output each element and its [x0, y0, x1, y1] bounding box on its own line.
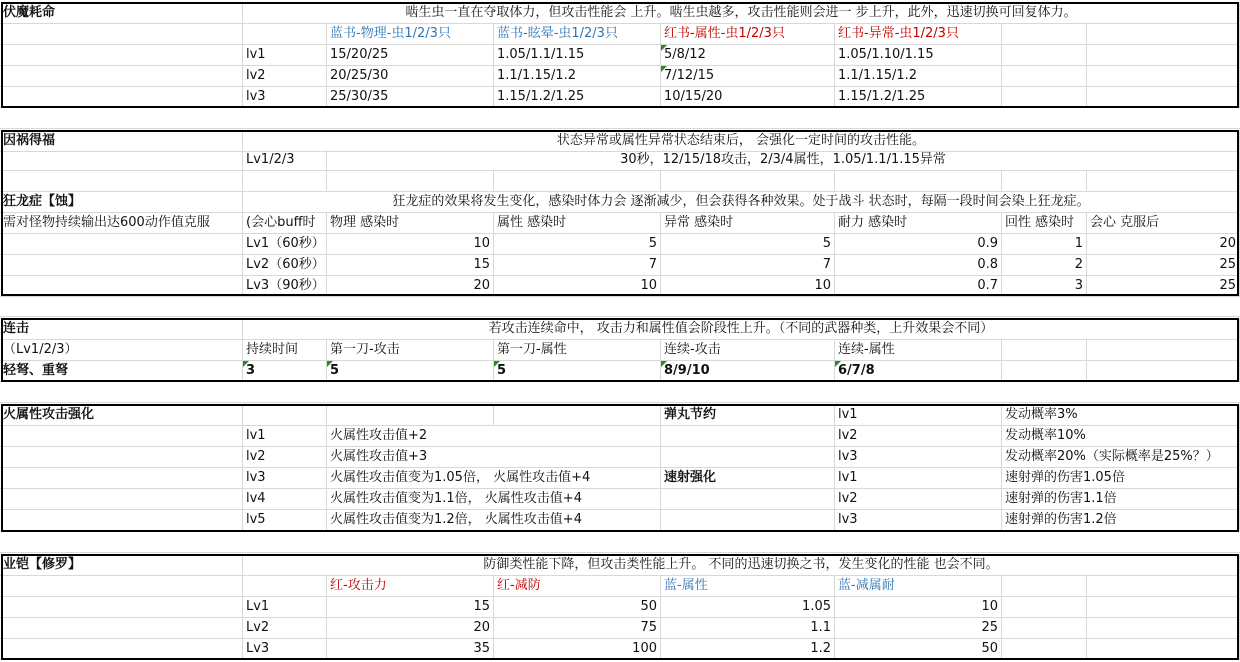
huoshuxing-level[interactable]: lv3 [243, 468, 327, 489]
section-desc-lianji[interactable]: 若攻击连续命中， 攻击力和属性值会阶段性上升。（不同的武器种类，上升效果会不同） [243, 319, 1240, 340]
kuanglong-value[interactable]: 0.8 [835, 255, 1002, 276]
kuanglong-value[interactable]: 0.7 [835, 276, 1002, 297]
huoshuxing-effect[interactable]: 火属性攻击值变为1.2倍， 火属性攻击值+4 [327, 510, 661, 531]
empty-cell[interactable] [1087, 618, 1240, 639]
yekai-header-2[interactable]: 红-减防 [494, 576, 661, 597]
kuanglong-header-1[interactable]: (会心buff时 [243, 213, 327, 234]
yinhuo-level[interactable]: Lv1/2/3 [243, 150, 327, 171]
fumo-value[interactable]: 5/8/12 [661, 45, 835, 66]
danwan-effect[interactable]: 发动概率10% [1002, 426, 1240, 447]
kuanglong-value[interactable]: 7 [494, 255, 661, 276]
lianji-weapon[interactable]: 轻弩、重弩 [0, 361, 243, 382]
fumo-level[interactable]: lv3 [243, 87, 327, 108]
susheqianghua-effect[interactable]: 速射弹的伤害1.05倍 [1002, 468, 1240, 489]
empty-cell[interactable] [0, 255, 243, 276]
blank-cell[interactable] [835, 171, 1002, 192]
blank-cell[interactable] [243, 171, 327, 192]
yekai-value[interactable]: 15 [327, 597, 494, 618]
yekai-value[interactable]: 1.2 [661, 639, 835, 660]
empty-cell[interactable] [0, 447, 243, 468]
empty-cell[interactable] [0, 66, 243, 87]
lianji-header-4[interactable]: 连续-攻击 [661, 340, 835, 361]
blank-cell[interactable] [1087, 171, 1240, 192]
empty-cell[interactable] [661, 510, 835, 531]
empty-cell[interactable] [1087, 361, 1240, 382]
section-desc-fumo[interactable]: 啮生虫一直在夺取体力，但攻击性能会 上升。啮生虫越多，攻击性能则会进一 步上升，此外，迅速切换可回复体力。 [243, 3, 1240, 24]
fumo-value[interactable]: 1.05/1.1/1.15 [494, 45, 661, 66]
empty-cell[interactable] [0, 639, 243, 660]
empty-cell[interactable] [0, 87, 243, 108]
yekai-value[interactable]: 1.1 [661, 618, 835, 639]
yekai-header-4[interactable]: 蓝-减属耐 [835, 576, 1002, 597]
fumo-value[interactable]: 1.15/1.2/1.25 [494, 87, 661, 108]
lianji-value[interactable]: 6/7/8 [835, 361, 1002, 382]
lianji-header-5[interactable]: 连续-属性 [835, 340, 1002, 361]
lianji-value[interactable]: 8/9/10 [661, 361, 835, 382]
empty-cell[interactable] [661, 426, 835, 447]
empty-cell[interactable] [0, 510, 243, 531]
lianji-value[interactable]: 5 [327, 361, 494, 382]
empty-cell[interactable] [1002, 576, 1087, 597]
fumo-value[interactable]: 1.15/1.2/1.25 [835, 87, 1002, 108]
danwan-effect[interactable]: 发动概率20%（实际概率是25%？） [1002, 447, 1240, 468]
empty-cell[interactable] [0, 150, 243, 171]
empty-cell[interactable] [0, 489, 243, 510]
empty-cell[interactable] [0, 597, 243, 618]
yekai-value[interactable]: 25 [835, 618, 1002, 639]
empty-cell[interactable] [1087, 639, 1240, 660]
empty-cell[interactable] [0, 468, 243, 489]
yekai-value[interactable]: 50 [835, 639, 1002, 660]
susheqianghua-effect[interactable]: 速射弹的伤害1.2倍 [1002, 510, 1240, 531]
kuanglong-value[interactable]: 15 [327, 255, 494, 276]
empty-cell[interactable] [0, 276, 243, 297]
blank-cell[interactable] [1002, 171, 1087, 192]
section-title-danwan[interactable]: 弹丸节约 [661, 405, 835, 426]
lianji-value[interactable]: 5 [494, 361, 661, 382]
empty-cell[interactable] [661, 489, 835, 510]
empty-cell[interactable] [1002, 340, 1087, 361]
empty-cell[interactable] [1087, 87, 1240, 108]
kuanglong-value[interactable]: 20 [1087, 234, 1240, 255]
kuanglong-header-6[interactable]: 回性 感染时 [1002, 213, 1087, 234]
empty-cell[interactable] [0, 426, 243, 447]
fumo-value[interactable]: 1.1/1.15/1.2 [494, 66, 661, 87]
fumo-header-2[interactable]: 蓝书-眩晕-虫1/2/3只 [494, 24, 661, 45]
empty-cell[interactable] [1002, 597, 1087, 618]
kuanglong-value[interactable]: 0.9 [835, 234, 1002, 255]
section-title-huoshuxing[interactable]: 火属性攻击强化 [0, 405, 243, 426]
danwan-level[interactable]: lv3 [835, 447, 1002, 468]
empty-cell[interactable] [1087, 66, 1240, 87]
empty-cell[interactable] [1087, 24, 1240, 45]
blank-cell[interactable] [327, 171, 494, 192]
empty-cell[interactable] [494, 405, 661, 426]
empty-cell[interactable] [1087, 576, 1240, 597]
susheqianghua-level[interactable]: lv1 [835, 468, 1002, 489]
empty-cell[interactable] [327, 405, 494, 426]
kuanglong-level[interactable]: Lv2（60秒） [243, 255, 327, 276]
kuanglong-header-3[interactable]: 属性 感染时 [494, 213, 661, 234]
fumo-value[interactable]: 1.1/1.15/1.2 [835, 66, 1002, 87]
empty-cell[interactable] [1087, 597, 1240, 618]
kuanglong-level[interactable]: Lv3（90秒） [243, 276, 327, 297]
danwan-level[interactable]: lv2 [835, 426, 1002, 447]
huoshuxing-level[interactable]: lv2 [243, 447, 327, 468]
empty-cell[interactable] [1087, 45, 1240, 66]
huoshuxing-level[interactable]: lv5 [243, 510, 327, 531]
kuanglong-value[interactable]: 2 [1002, 255, 1087, 276]
kuanglong-header-7[interactable]: 会心 克服后 [1087, 213, 1240, 234]
kuanglong-value[interactable]: 3 [1002, 276, 1087, 297]
kuanglong-level[interactable]: Lv1（60秒） [243, 234, 327, 255]
yekai-value[interactable]: 50 [494, 597, 661, 618]
huoshuxing-effect[interactable]: 火属性攻击值+3 [327, 447, 661, 468]
section-title-susheqianghua[interactable]: 速射强化 [661, 468, 835, 489]
empty-cell[interactable] [0, 618, 243, 639]
empty-cell[interactable] [243, 405, 327, 426]
fumo-value[interactable]: 7/12/15 [661, 66, 835, 87]
kuanglong-value[interactable]: 5 [661, 234, 835, 255]
blank-cell[interactable] [661, 171, 835, 192]
kuanglong-header-5[interactable]: 耐力 感染时 [835, 213, 1002, 234]
fumo-header-3[interactable]: 红书-属性-虫1/2/3只 [661, 24, 835, 45]
fumo-value[interactable]: 20/25/30 [327, 66, 494, 87]
yekai-level[interactable]: Lv3 [243, 639, 327, 660]
empty-cell[interactable] [1002, 639, 1087, 660]
lianji-header-3[interactable]: 第一刀-属性 [494, 340, 661, 361]
yekai-value[interactable]: 20 [327, 618, 494, 639]
spacer-row [0, 532, 1240, 553]
blank-cell[interactable] [494, 171, 661, 192]
section-desc-yinhuo[interactable]: 状态异常或属性异常状态结束后， 会强化一定时间的攻击性能。 [243, 131, 1240, 152]
empty-cell[interactable] [1002, 361, 1087, 382]
empty-cell[interactable] [0, 45, 243, 66]
kuanglong-value[interactable]: 10 [494, 276, 661, 297]
yekai-value[interactable]: 10 [835, 597, 1002, 618]
kuanglong-value[interactable]: 20 [327, 276, 494, 297]
empty-cell[interactable] [1002, 24, 1087, 45]
kuanglong-header-2[interactable]: 物理 感染时 [327, 213, 494, 234]
blank-cell[interactable] [0, 171, 243, 192]
fumo-level[interactable]: lv1 [243, 45, 327, 66]
empty-cell[interactable] [1002, 618, 1087, 639]
empty-cell[interactable] [1002, 87, 1087, 108]
section-desc-kuanglong[interactable]: 狂龙症的效果将发生变化，感染时体力会 逐渐减少，但会获得各种效果。处于战斗 状态时，每隔一段时间会染上狂龙症。 [243, 192, 1240, 213]
fumo-value[interactable]: 15/20/25 [327, 45, 494, 66]
empty-cell[interactable] [243, 24, 327, 45]
huoshuxing-effect[interactable]: 火属性攻击值+2 [327, 426, 661, 447]
yekai-header-3[interactable]: 蓝-属性 [661, 576, 835, 597]
huoshuxing-level[interactable]: lv4 [243, 489, 327, 510]
fumo-value[interactable]: 10/15/20 [661, 87, 835, 108]
empty-cell[interactable] [1087, 340, 1240, 361]
section-title-kuanglong[interactable]: 狂龙症【蚀】 [0, 192, 243, 213]
empty-cell[interactable] [0, 576, 243, 597]
empty-cell[interactable] [1002, 66, 1087, 87]
kuanglong-value[interactable]: 1 [1002, 234, 1087, 255]
kuanglong-value[interactable]: 25 [1087, 276, 1240, 297]
spacer-row [0, 108, 1240, 129]
yekai-value[interactable]: 1.05 [661, 597, 835, 618]
huoshuxing-level[interactable]: lv1 [243, 426, 327, 447]
yekai-level[interactable]: Lv1 [243, 597, 327, 618]
kuanglong-header-4[interactable]: 异常 感染时 [661, 213, 835, 234]
susheqianghua-level[interactable]: lv3 [835, 510, 1002, 531]
susheqianghua-level[interactable]: lv2 [835, 489, 1002, 510]
section-title-lianji[interactable]: 连击 [0, 319, 243, 340]
lianji-header-2[interactable]: 第一刀-攻击 [327, 340, 494, 361]
fumo-value[interactable]: 25/30/35 [327, 87, 494, 108]
fumo-header-4[interactable]: 红书-异常-虫1/2/3只 [835, 24, 1002, 45]
kuanglong-value[interactable]: 7 [661, 255, 835, 276]
empty-cell[interactable] [661, 447, 835, 468]
kuanglong-value[interactable]: 5 [494, 234, 661, 255]
spacer-row [0, 296, 1240, 317]
spacer-row [0, 382, 1240, 403]
kuanglong-value[interactable]: 10 [327, 234, 494, 255]
yekai-value[interactable]: 75 [494, 618, 661, 639]
huoshuxing-effect[interactable]: 火属性攻击值变为1.1倍， 火属性攻击值+4 [327, 489, 661, 510]
yekai-value[interactable]: 100 [494, 639, 661, 660]
danwan-effect[interactable]: 发动概率3% [1002, 405, 1240, 426]
section-desc-yekai[interactable]: 防御类性能下降，但攻击类性能上升。 不同的迅速切换之书，发生变化的性能 也会不同。 [243, 555, 1240, 576]
lianji-header-1[interactable]: 持续时间 [243, 340, 327, 361]
kuanglong-value[interactable]: 25 [1087, 255, 1240, 276]
yinhuo-value[interactable]: 30秒，12/15/18攻击，2/3/4属性，1.05/1.1/1.15异常 [327, 150, 1240, 171]
empty-cell[interactable] [1002, 45, 1087, 66]
yekai-header-1[interactable]: 红-攻击力 [327, 576, 494, 597]
empty-cell[interactable] [0, 234, 243, 255]
section-title-yekai[interactable]: 业铠【修罗】 [0, 555, 243, 576]
yekai-value[interactable]: 35 [327, 639, 494, 660]
fumo-level[interactable]: lv2 [243, 66, 327, 87]
empty-cell[interactable] [0, 24, 243, 45]
fumo-value[interactable]: 1.05/1.10/1.15 [835, 45, 1002, 66]
danwan-level[interactable]: lv1 [835, 405, 1002, 426]
kuanglong-value[interactable]: 10 [661, 276, 835, 297]
huoshuxing-effect[interactable]: 火属性攻击值变为1.05倍， 火属性攻击值+4 [327, 468, 661, 489]
yekai-level[interactable]: Lv2 [243, 618, 327, 639]
lianji-value[interactable]: 3 [243, 361, 327, 382]
susheqianghua-effect[interactable]: 速射弹的伤害1.1倍 [1002, 489, 1240, 510]
kuanglong-note[interactable]: 需对怪物持续输出达600动作值克服 [0, 213, 243, 234]
section-title-yinhuo[interactable]: 因祸得福 [0, 131, 243, 152]
empty-cell[interactable] [243, 576, 327, 597]
section-title-fumo[interactable]: 伏魔耗命 [0, 3, 243, 24]
fumo-header-1[interactable]: 蓝书-物理-虫1/2/3只 [327, 24, 494, 45]
lianji-levels[interactable]: （Lv1/2/3） [0, 340, 243, 361]
